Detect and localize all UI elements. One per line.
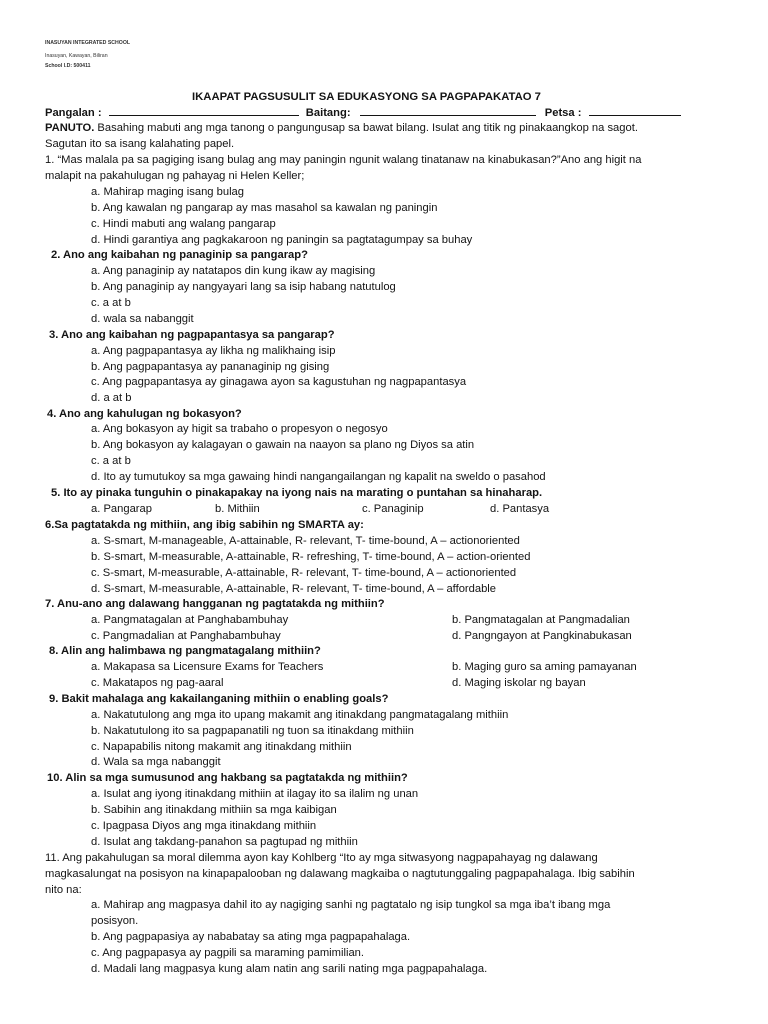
q11-choice-a-cont: posisyon. <box>91 915 139 927</box>
question-2: 2. Ano ang kaibahan ng panaginip sa pangarap? <box>51 249 308 261</box>
school-id: School I.D: 500411 <box>45 63 91 69</box>
q6-choice-c: c. S-smart, M-measurable, A-attainable, R- relevant, T- time-bound, A – actionoriented <box>91 567 517 579</box>
q8-choice-d: d. Maging iskolar ng bayan <box>452 677 586 689</box>
q3-choice-a: a. Ang pagpapantasya ay likha ng malikhaing isip <box>91 345 336 357</box>
question-1: 1. “Mas malala pa sa pagiging isang bulag ang may paningin ngunit walang tinatanaw na kinabukasan?”Ano ang higit na <box>45 154 642 166</box>
q10-choice-b: b. Sabihin ang itinakdang mithiin sa mga kaibigan <box>91 804 337 816</box>
q3-choice-c: c. Ang pagpapantasya ay ginagawa ayon sa kagustuhan ng nagpapantasya <box>91 376 467 388</box>
q9-choice-c: c. Napapabilis nitong makamit ang itinakdang mithiin <box>91 741 352 753</box>
q5-choice-c: c. Panaginip <box>362 503 424 515</box>
question-1-cont: malapit na pakahulugan ng pahayag ni Helen Keller; <box>45 170 305 182</box>
q7-choice-c: c. Pangmadalian at Panghabambuhay <box>91 630 281 642</box>
q4-choice-b: b. Ang bokasyon ay kalagayan o gawain na naayon sa plano ng Diyos sa atin <box>91 439 475 451</box>
q1-choice-a: a. Mahirap maging isang bulag <box>91 186 244 198</box>
school-address: Inasuyan, Kawayan, Biliran <box>45 53 108 59</box>
panuto-label: PANUTO. <box>45 122 95 134</box>
question-10: 10. Alin sa mga sumusunod ang hakbang sa pagtatakda ng mithiin? <box>47 772 408 784</box>
q9-choice-b: b. Nakatutulong ito sa pagpapanatili ng tuon sa itinakdang mithiin <box>91 725 414 737</box>
q6-choice-d: d. S-smart, M-measurable, A-attainable, R- relevant, T- time-bound, A – affordable <box>91 583 497 595</box>
question-4: 4. Ano ang kahulugan ng bokasyon? <box>47 408 242 420</box>
q10-choice-d: d. Isulat ang takdang-panahon sa pagtupad ng mithiin <box>91 836 358 848</box>
q6-choice-a: a. S-smart, M-manageable, A-attainable, R- relevant, T- time-bound, A – actionoriented <box>91 535 520 547</box>
baitang-blank[interactable] <box>360 105 536 116</box>
q3-choice-b: b. Ang pagpapantasya ay pananaginip ng gising <box>91 361 330 373</box>
q11-choice-b: b. Ang pagpapasiya ay nababatay sa ating mga pagpapahalaga. <box>91 931 411 943</box>
q11-choice-c: c. Ang pagpapasya ay pagpili sa maraming pamimilian. <box>91 947 365 959</box>
q4-choice-d: d. Ito ay tumutukoy sa mga gawaing hindi nangangailangan ng kapalit na sweldo o pasahod <box>91 471 546 483</box>
q1-choice-d: d. Hindi garantiya ang pagkakaroon ng paningin sa pagtatagumpay sa buhay <box>91 234 473 246</box>
question-11-cont: magkasalungat na posisyon na kinapapalooban ng dalawang magkaiba o nagtutunggaling pagpapahalaga. Ibig sabihin <box>45 868 635 880</box>
baitang-label: Baitang: <box>305 107 351 119</box>
q1-choice-b: b. Ang kawalan ng pangarap ay mas masahol sa kawalan ng paningin <box>91 202 438 214</box>
q7-choice-b: b. Pangmatagalan at Pangmadalian <box>452 614 630 626</box>
q7-choice-a: a. Pangmatagalan at Panghabambuhay <box>91 614 289 626</box>
q10-choice-a: a. Isulat ang iyong itinakdang mithiin at ilagay ito sa ilalim ng unan <box>91 788 419 800</box>
q11-choice-a: a. Mahirap ang magpasya dahil ito ay nagiging sanhi ng pagtatalo ng isip tungkol sa mga iba’t ibang mga <box>91 899 611 911</box>
q2-choice-d: d. wala sa nabanggit <box>91 313 194 325</box>
q2-choice-c: c. a at b <box>91 297 131 309</box>
question-5: 5. Ito ay pinaka tunguhin o pinakapakay na iyong nais na marating o puntahan sa hinaharap. <box>51 487 543 499</box>
q8-choice-b: b. Maging guro sa aming pamayanan <box>452 661 637 673</box>
exam-title: IKAAPAT PAGSUSULIT SA EDUKASYONG SA PAGPAPAKATAO 7 <box>192 91 541 103</box>
q2-choice-b: b. Ang panaginip ay nangyayari lang sa isip habang natutulog <box>91 281 396 293</box>
question-3: 3. Ano ang kaibahan ng pagpapantasya sa pangarap? <box>49 329 335 341</box>
q2-choice-a: a. Ang panaginip ay natatapos din kung ikaw ay magising <box>91 265 376 277</box>
q6-choice-b: b. S-smart, M-measurable, A-attainable, R- refreshing, T- time-bound, A – action-oriented <box>91 551 531 563</box>
pangalan-blank[interactable] <box>109 105 299 116</box>
q9-choice-d: d. Wala sa mga nabanggit <box>91 756 221 768</box>
q8-choice-c: c. Makatapos ng pag-aaral <box>91 677 224 689</box>
q10-choice-c: c. Ipagpasa Diyos ang mga itinakdang mithiin <box>91 820 317 832</box>
panuto-text: Basahing mabuti ang mga tanong o pangungusap sa bawat bilang. Isulat ang titik ng pinakaangkop na sagot. <box>97 122 638 134</box>
header-fields <box>45 105 681 121</box>
q5-choice-b: b. Mithiin <box>215 503 260 515</box>
panuto-line <box>45 121 638 136</box>
question-9: 9. Bakit mahalaga ang kakailanganing mithiin o enabling goals? <box>49 693 389 705</box>
question-6: 6.Sa pagtatakda ng mithiin, ang ibig sabihin ng SMARTA ay: <box>45 519 364 531</box>
q8-choice-a: a. Makapasa sa Licensure Exams for Teachers <box>91 661 324 673</box>
school-name: INASUYAN INTEGRATED SCHOOL <box>45 40 131 46</box>
q5-choice-d: d. Pantasya <box>490 503 550 515</box>
question-11: 11. Ang pakahulugan sa moral dilemma ayon kay Kohlberg “Ito ay mga sitwasyong nagpapahayag ng dalawang <box>45 852 598 864</box>
petsa-label: Petsa : <box>544 107 582 119</box>
q3-choice-d: d. a at b <box>91 392 132 404</box>
question-11-cont2: nito na: <box>45 884 82 896</box>
q1-choice-c: c. Hindi mabuti ang walang pangarap <box>91 218 276 230</box>
q4-choice-c: c. a at b <box>91 455 131 467</box>
q11-choice-d: d. Madali lang magpasya kung alam natin ang sarili nating mga pagpapahalaga. <box>91 963 488 975</box>
q4-choice-a: a. Ang bokasyon ay higit sa trabaho o propesyon o negosyo <box>91 423 388 435</box>
petsa-blank[interactable] <box>589 105 681 116</box>
q5-choice-a: a. Pangarap <box>91 503 152 515</box>
pangalan-label: Pangalan : <box>45 107 102 119</box>
q9-choice-a: a. Nakatutulong ang mga ito upang makamit ang itinakdang pangmatagalang mithiin <box>91 709 509 721</box>
q7-choice-d: d. Pangngayon at Pangkinabukasan <box>452 630 632 642</box>
question-7: 7. Anu-ano ang dalawang hangganan ng pagtatakda ng mithiin? <box>45 598 385 610</box>
panuto-text-2: Sagutan ito sa isang kalahating papel. <box>45 138 235 150</box>
question-8: 8. Alin ang halimbawa ng pangmatagalang mithiin? <box>49 645 321 657</box>
